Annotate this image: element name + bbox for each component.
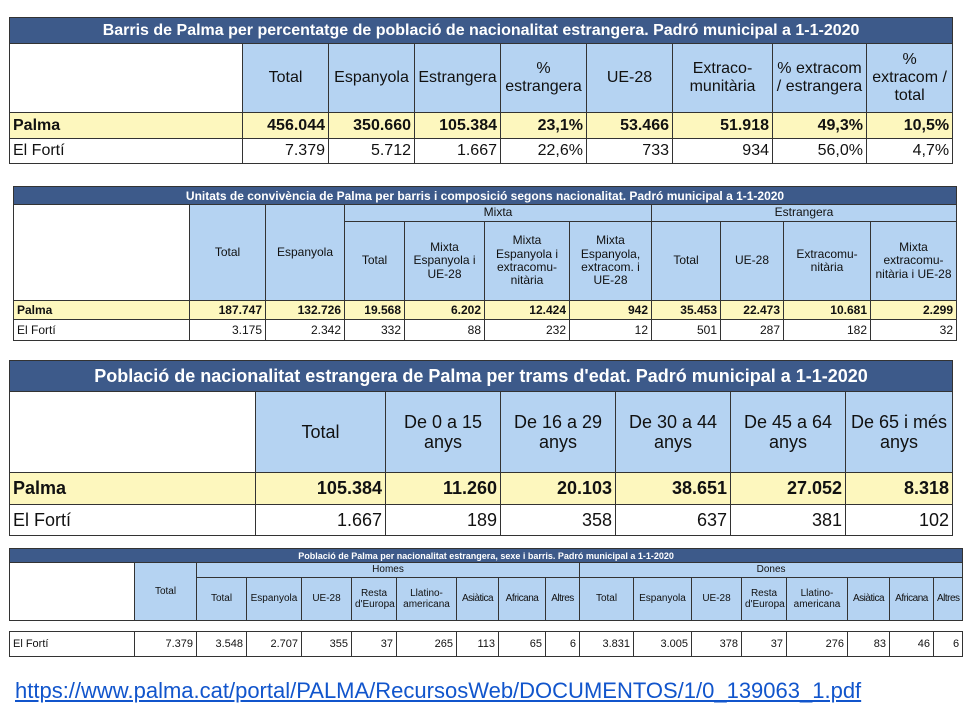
group-header: Mixta <box>345 205 652 222</box>
table-title: Població de Palma per nacionalitat estrangera, sexe i barris. Padró municipal a 1-1-2020 <box>10 549 963 563</box>
column-header: Total <box>256 392 386 473</box>
column-header: De 0 a 15 anys <box>386 392 501 473</box>
column-header: Estrangera <box>415 44 501 113</box>
column-header: Altres <box>934 578 963 621</box>
column-header: Africana <box>499 578 546 621</box>
table-cell: 332 <box>345 320 405 341</box>
table-row <box>10 139 953 164</box>
column-header: UE-28 <box>692 578 742 621</box>
table-cell: 276 <box>787 632 848 657</box>
table-cell: 10.681 <box>784 301 871 320</box>
table-cell: 22.473 <box>721 301 784 320</box>
table-cell: 6.202 <box>405 301 485 320</box>
table-cell: 287 <box>721 320 784 341</box>
row-label: Palma <box>10 113 243 139</box>
column-header: Resta d'Europa <box>352 578 397 621</box>
corner-cell <box>10 44 243 113</box>
column-header: Total <box>190 205 266 301</box>
column-header: UE-28 <box>587 44 673 113</box>
row-label: El Fortí <box>10 505 256 536</box>
table-cell: 20.103 <box>501 473 616 505</box>
population-sex-nationality-table <box>9 548 963 657</box>
group-header: Estrangera <box>652 205 957 222</box>
column-header: De 30 a 44 anys <box>616 392 731 473</box>
column-header: Total <box>580 578 634 621</box>
table-cell: 3.175 <box>190 320 266 341</box>
column-header: Altres <box>546 578 580 621</box>
table-cell: 38.651 <box>616 473 731 505</box>
table-cell: 23,1% <box>501 113 587 139</box>
column-header: % estrangera <box>501 44 587 113</box>
column-header: Mixta Espanyola, extracom. i UE-28 <box>570 222 652 301</box>
row-label: Palma <box>10 473 256 505</box>
table-cell: 189 <box>386 505 501 536</box>
table-row <box>10 473 953 505</box>
table-row <box>10 505 953 536</box>
table-cell: 88 <box>405 320 485 341</box>
table-cell: 355 <box>302 632 352 657</box>
column-header: Extracomu-nitària <box>784 222 871 301</box>
table-cell: 2.342 <box>266 320 345 341</box>
source-link[interactable]: https://www.palma.cat/portal/PALMA/RecursosWeb/DOCUMENTOS/1/0_139063_1.pdf <box>15 678 862 703</box>
table-cell: 132.726 <box>266 301 345 320</box>
table-cell: 6 <box>546 632 580 657</box>
table-cell: 2.707 <box>247 632 302 657</box>
table-cell: 51.918 <box>673 113 773 139</box>
column-header: Total <box>345 222 405 301</box>
table-cell: 265 <box>397 632 457 657</box>
foreign-population-age-table <box>9 360 953 536</box>
table-title: Barris de Palma per percentatge de població de nacionalitat estrangera. Padró municipal a 1-1-2020 <box>10 18 953 44</box>
table-cell: 7.379 <box>135 632 197 657</box>
column-header: Extraco-munitària <box>673 44 773 113</box>
table-cell: 187.747 <box>190 301 266 320</box>
table-cell: 378 <box>692 632 742 657</box>
table-title: Unitats de convivència de Palma per barris i composició segons nacionalitat. Padró municipal a 1-1-2020 <box>14 187 957 205</box>
table-cell: 22,6% <box>501 139 587 164</box>
table-cell: 46 <box>890 632 934 657</box>
table-cell: 65 <box>499 632 546 657</box>
table-cell: 7.379 <box>243 139 329 164</box>
table-cell: 942 <box>570 301 652 320</box>
table-cell: 381 <box>731 505 846 536</box>
column-header: De 65 i més anys <box>846 392 953 473</box>
row-label: Palma <box>14 301 190 320</box>
table-cell: 19.568 <box>345 301 405 320</box>
table-cell: 4,7% <box>867 139 953 164</box>
table-cell: 8.318 <box>846 473 953 505</box>
table-cell: 49,3% <box>773 113 867 139</box>
spacer-row <box>10 621 963 632</box>
table-cell: 358 <box>501 505 616 536</box>
column-header: Total <box>135 563 197 621</box>
table-cell: 27.052 <box>731 473 846 505</box>
table-cell: 1.667 <box>256 505 386 536</box>
column-header: Espanyola <box>247 578 302 621</box>
column-header: Llatino-americana <box>397 578 457 621</box>
row-label: El Fortí <box>14 320 190 341</box>
row-label: El Fortí <box>10 139 243 164</box>
group-header: Dones <box>580 563 963 578</box>
row-label: El Fortí <box>10 632 135 657</box>
column-header: Espanyola <box>329 44 415 113</box>
table-row <box>10 113 953 139</box>
table-cell: 501 <box>652 320 721 341</box>
table-cell: 3.831 <box>580 632 634 657</box>
column-header: Africana <box>890 578 934 621</box>
group-header: Homes <box>197 563 580 578</box>
table-cell: 733 <box>587 139 673 164</box>
table-cell: 456.044 <box>243 113 329 139</box>
table-row <box>14 301 957 320</box>
table-title: Població de nacionalitat estrangera de Palma per trams d'edat. Padró municipal a 1-1-2020 <box>10 361 953 392</box>
table-cell: 105.384 <box>256 473 386 505</box>
table-row <box>14 320 957 341</box>
column-header: Mixta extracomu-nitària i UE-28 <box>871 222 957 301</box>
table-cell: 83 <box>848 632 890 657</box>
table-cell: 11.260 <box>386 473 501 505</box>
column-header: Total <box>197 578 247 621</box>
table-cell: 56,0% <box>773 139 867 164</box>
column-header: Espanyola <box>634 578 692 621</box>
table-cell: 53.466 <box>587 113 673 139</box>
table-cell: 182 <box>784 320 871 341</box>
table-cell: 232 <box>485 320 570 341</box>
table-cell: 12.424 <box>485 301 570 320</box>
column-header: Mixta Espanyola i extracomu-nitària <box>485 222 570 301</box>
table-cell: 1.667 <box>415 139 501 164</box>
table-cell: 5.712 <box>329 139 415 164</box>
table-cell: 113 <box>457 632 499 657</box>
table-cell: 3.548 <box>197 632 247 657</box>
table-cell: 105.384 <box>415 113 501 139</box>
table-cell: 6 <box>934 632 963 657</box>
column-header: % extracom / estrangera <box>773 44 867 113</box>
column-header: UE-28 <box>302 578 352 621</box>
column-header: Total <box>652 222 721 301</box>
table-cell: 35.453 <box>652 301 721 320</box>
column-header: UE-28 <box>721 222 784 301</box>
table-cell: 3.005 <box>634 632 692 657</box>
table-row <box>10 632 963 657</box>
corner-cell <box>14 205 190 301</box>
column-header: % extracom / total <box>867 44 953 113</box>
column-header: Asiàtica <box>848 578 890 621</box>
corner-cell <box>10 392 256 473</box>
table-cell: 2.299 <box>871 301 957 320</box>
corner-cell <box>10 563 135 621</box>
table-cell: 32 <box>871 320 957 341</box>
column-header: De 16 a 29 anys <box>501 392 616 473</box>
column-header: Llatino-americana <box>787 578 848 621</box>
table-cell: 934 <box>673 139 773 164</box>
table-cell: 37 <box>352 632 397 657</box>
table-cell: 102 <box>846 505 953 536</box>
column-header: De 45 a 64 anys <box>731 392 846 473</box>
table-cell: 12 <box>570 320 652 341</box>
column-header: Total <box>243 44 329 113</box>
column-header: Asiàtica <box>457 578 499 621</box>
column-header: Resta d'Europa <box>742 578 787 621</box>
table-cell: 637 <box>616 505 731 536</box>
table-cell: 37 <box>742 632 787 657</box>
foreign-population-percentage-table <box>9 17 953 164</box>
column-header: Mixta Espanyola i UE-28 <box>405 222 485 301</box>
table-cell: 350.660 <box>329 113 415 139</box>
table-cell: 10,5% <box>867 113 953 139</box>
column-header: Espanyola <box>266 205 345 301</box>
household-composition-table <box>13 186 957 341</box>
